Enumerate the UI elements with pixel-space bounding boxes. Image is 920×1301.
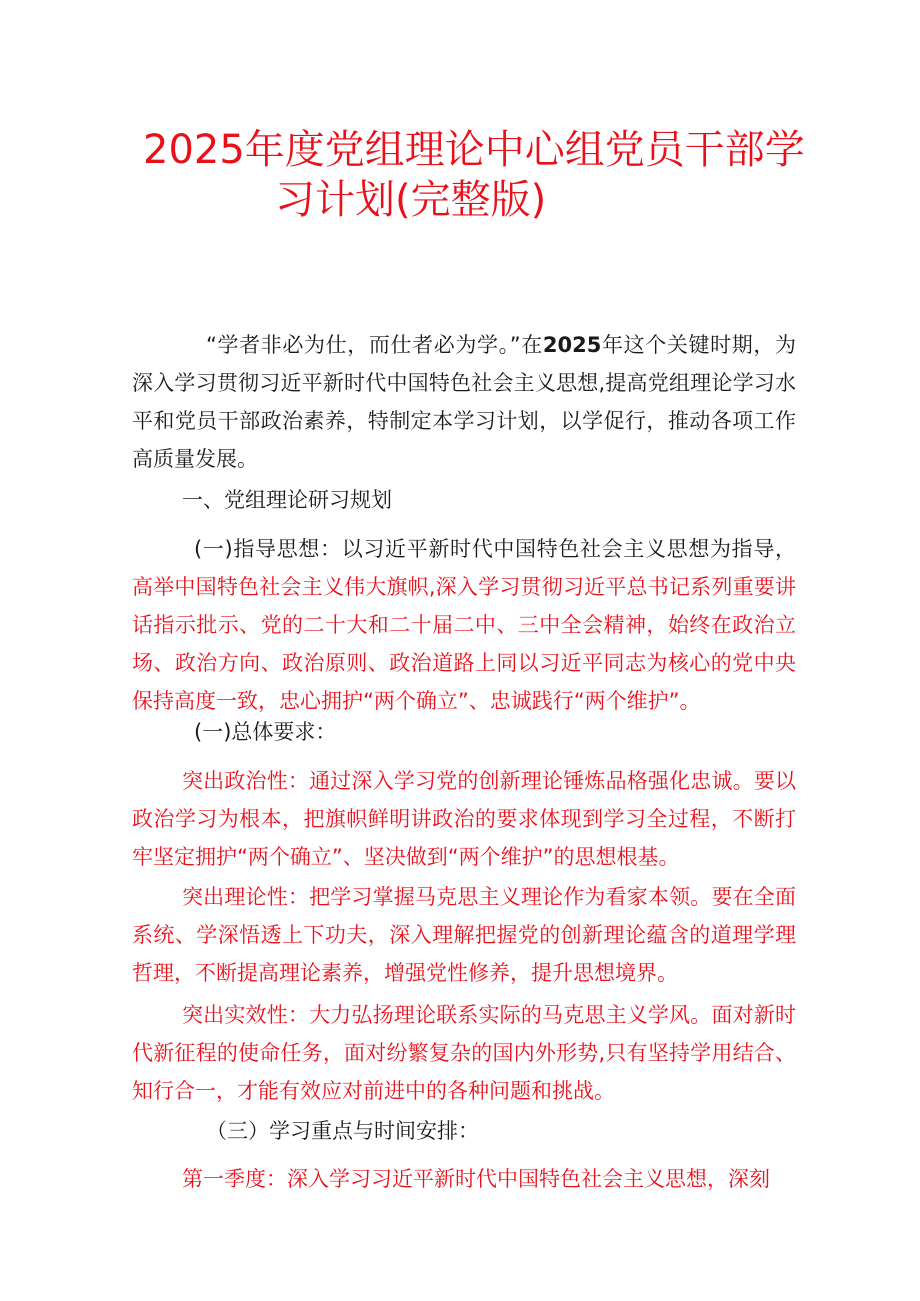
guiding-thought-label: (一)指导思想：以习近平新时代中国特色社会主义思想为指导， [194,537,796,561]
guiding-thought-paragraph [132,530,796,720]
overall-requirements-heading: (一)总体要求： [194,720,337,744]
guiding-thought-body: 高举中国特色社会主义伟大旗帜,深入学习贯彻习近平总书记系列重要讲话指示批示、党的二十大和二十届二中、三中全会精神，始终在政治立场、政治方向、政治原则、政治道路上同以习近平同志为核心的党中央保持高度一致，忠心拥护“两个确立”、忠诚践行“两个维护”。 [132,575,796,713]
intro-paragraph [132,326,796,478]
point-practical: 突出实效性：大力弘扬理论联系实际的马克思主义学风。面对新时代新征程的使命任务，面对纷繁复杂的国内外形势,只有坚持学用结合、知行合一，才能有效应对前进中的各种问题和挑战。 [132,1003,796,1103]
document-title-line-1: 2025年度党组理论中心组党员干部学 [143,127,805,173]
intro-quote: “学者非必为仕，而仕者必为学。” [206,333,521,357]
intro-lead: 在 [520,333,543,357]
document-title-line-2: 习计划(完整版) [275,177,547,223]
intro-year: 2025 [542,333,602,357]
schedule-heading: （三）学习重点与时间安排： [206,1119,479,1143]
intro-rest: 年这个关键时期，为深入学习贯彻习近平新时代中国特色社会主义思想,提高党组理论学习水平和党员干部政治素养，特制定本学习计划，以学促行，推动各项工作高质量发展。 [132,333,797,471]
point-theoretical: 突出理论性：把学习掌握马克思主义理论作为看家本领。要在全面系统、学深悟透上下功夫，深入理解把握党的创新理论蕴含的道理学理哲理，不断提高理论素养，增强党性修养，提升思想境界。 [132,885,796,985]
section-heading-1: 一、党组理论研习规划 [182,488,392,512]
point-political: 突出政治性：通过深入学习党的创新理论锤炼品格强化忠诚。要以政治学习为根本，把旗帜鲜明讲政治的要求体现到学习全过程，不断打牢坚定拥护“两个确立”、坚决做到“两个维护”的思想根基。 [132,769,796,869]
quarter-1-paragraph: 第一季度：深入学习习近平新时代中国特色社会主义思想，深刻 [182,1167,770,1191]
